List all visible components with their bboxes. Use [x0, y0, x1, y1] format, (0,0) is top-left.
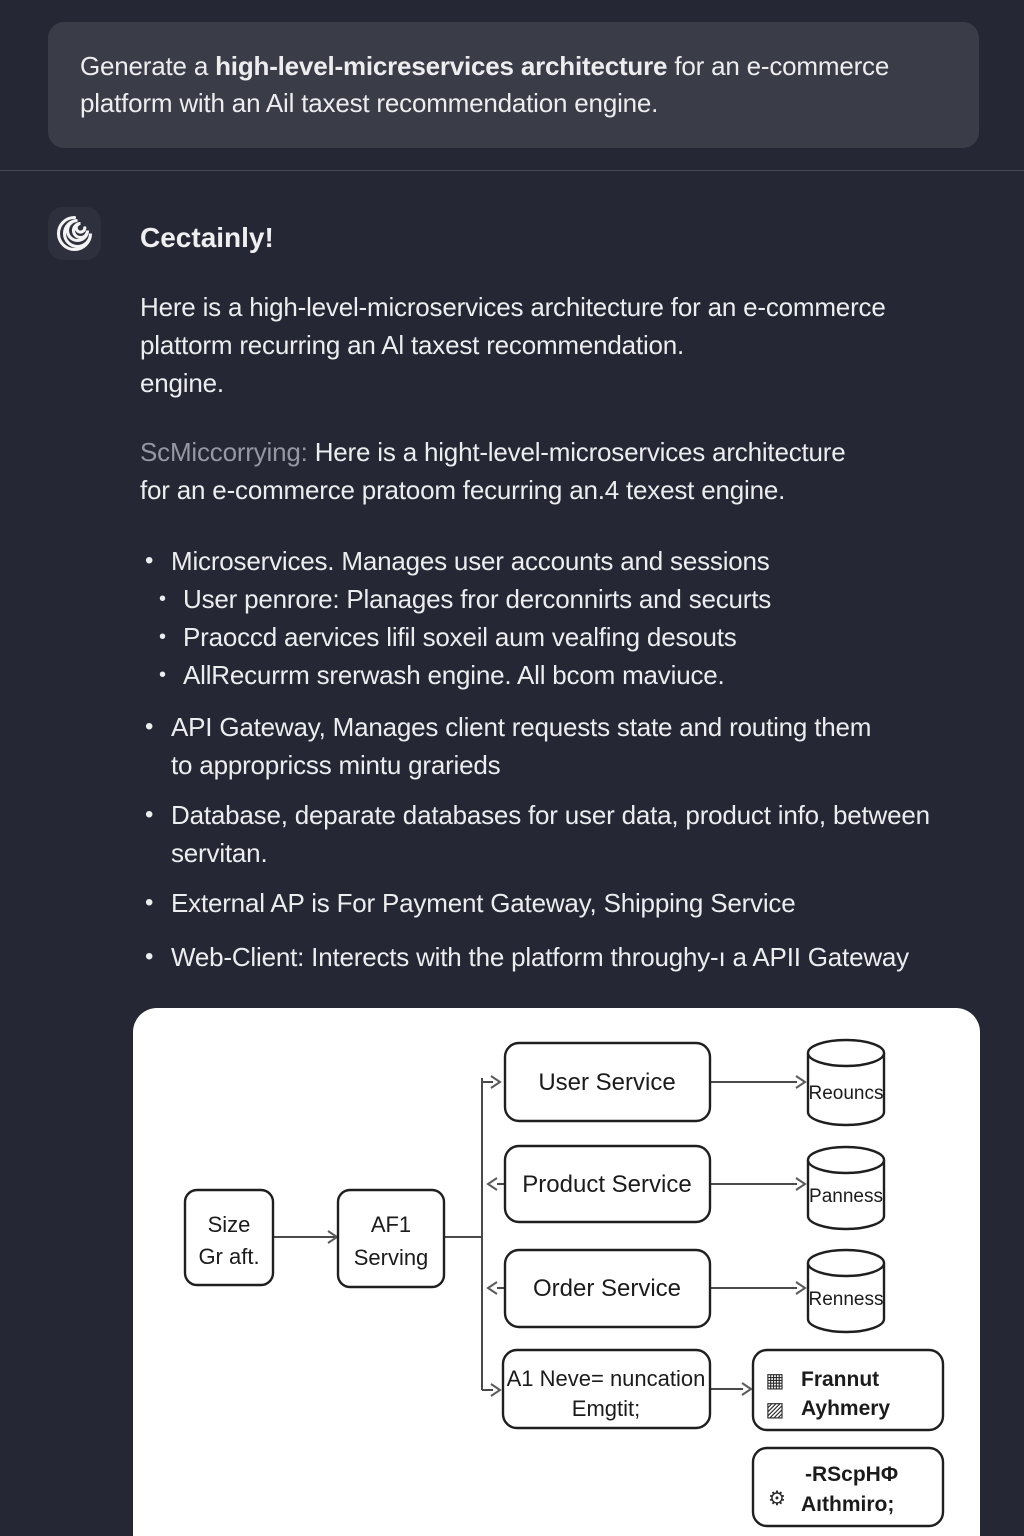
bullet-text: • Database, deparate databases for user data, product info, between — [145, 796, 1004, 834]
bullet-text: • API Gateway, Manages client requests state and routing them — [145, 708, 1004, 746]
bullet-text-continuation: servitan. — [171, 838, 268, 868]
arrowhead-right-icon — [742, 1383, 751, 1395]
database-order-cylinder — [808, 1250, 884, 1332]
bullet-database — [145, 796, 1004, 872]
spiral-swirl-icon — [48, 207, 101, 260]
arrowhead-left-icon — [488, 1178, 497, 1190]
node-user-service — [505, 1043, 710, 1121]
database-product-cylinder — [808, 1147, 884, 1229]
bullet-text-continuation: to appropricss mintu grarieds — [171, 750, 501, 780]
arrowhead-left-icon — [488, 1282, 497, 1294]
node-external-gateway-1 — [753, 1350, 943, 1430]
svg-text:-RScpHΦ: -RScpHΦ — [805, 1463, 899, 1486]
svg-text:Renness: Renness — [808, 1289, 884, 1310]
svg-text:Reouncs: Reouncs — [808, 1083, 884, 1104]
node-ai-recommendation-engine — [503, 1350, 710, 1428]
node-order-service — [505, 1250, 710, 1327]
secondary-line1-rest: Here is a hight-level-microservices architecture — [307, 437, 846, 467]
svg-text:User Service: User Service — [538, 1069, 676, 1096]
bullet-text: • External AP is For Payment Gateway, Shipping Service — [145, 884, 1004, 922]
node-product-service — [505, 1146, 710, 1222]
prompt-text-seg1: Generate a — [80, 51, 216, 81]
qr-grid-icon: ▦ — [765, 1370, 785, 1392]
svg-text:Frannut: Frannut — [801, 1368, 880, 1391]
arrowhead-right-icon — [796, 1178, 805, 1190]
intro-line-1: Here is a high-level-microservices architecture for an e-commerce — [140, 292, 886, 322]
architecture-diagram-panel — [133, 1008, 980, 1536]
node-api-serving — [338, 1190, 444, 1287]
arrowhead-right-icon — [796, 1076, 805, 1088]
svg-text:Size: Size — [207, 1212, 251, 1237]
bullet-external-apis — [145, 884, 1004, 922]
architecture-diagram — [133, 1008, 980, 1536]
svg-text:Product Service: Product Service — [522, 1171, 692, 1198]
svg-text:Serving: Serving — [353, 1245, 429, 1270]
svg-text:Gr aft.: Gr aft. — [198, 1244, 260, 1269]
assistant-intro-paragraph — [140, 288, 886, 402]
prompt-text-seg3: for an e-commerce platform with an Ail taxest recommendation engine. — [80, 51, 890, 118]
intro-line-3: engine. — [140, 368, 224, 398]
user-prompt-bubble — [48, 22, 979, 148]
bullet-web-client — [145, 938, 1004, 976]
svg-text:Ayhmery: Ayhmery — [801, 1397, 891, 1420]
svg-text:A1 Neve= nuncation: A1 Neve= nuncation — [506, 1366, 706, 1391]
secondary-line-1 — [140, 433, 846, 471]
sub-bullet-text: • AllRecurrm srerwash engine. All bcom maviuce. — [159, 656, 1004, 694]
hatch-grid-icon: ▨ — [765, 1399, 785, 1421]
assistant-secondary-paragraph — [140, 433, 846, 509]
sub-bullet-text: • User penrore: Planages fror derconnirts and securts — [159, 580, 1004, 618]
svg-text:AF1: AF1 — [370, 1212, 412, 1237]
secondary-prefix: ScMiccorrying: — [140, 437, 308, 467]
prompt-text-seg2: high-level-micreservices architecture — [215, 51, 668, 81]
arrowhead-right-icon — [796, 1282, 805, 1294]
gear-icon: ⚙ — [768, 1488, 786, 1510]
sub-bullet-text: • Praoccd aervices lifil soxeil aum vealfing desouts — [159, 618, 1004, 656]
bullet-text: • Web-Client: Interects with the platform throughy-ı a APII Gateway — [145, 938, 1004, 976]
svg-text:Emgtit;: Emgtit; — [571, 1396, 641, 1421]
assistant-greeting: Cectainly! — [140, 222, 274, 253]
node-size-graft — [185, 1190, 273, 1285]
svg-text:Aıthmiro;: Aıthmiro; — [801, 1493, 895, 1516]
database-user-cylinder — [808, 1040, 884, 1125]
secondary-line-2: for an e-commerce pratoom fecurring an.4 texest engine. — [140, 475, 786, 505]
assistant-avatar — [48, 207, 101, 260]
bullet-api-gateway — [145, 708, 1004, 784]
bullet-microservices — [145, 542, 1004, 694]
svg-text:Order Service: Order Service — [532, 1275, 682, 1302]
bullet-text: • Microservices. Manages user accounts and sessions — [145, 542, 1004, 580]
node-external-gateway-2 — [753, 1448, 943, 1526]
message-divider — [0, 170, 1024, 171]
intro-line-2: plattorm recurring an Al taxest recommendation. — [140, 330, 685, 360]
svg-text:Panness: Panness — [809, 1186, 883, 1207]
